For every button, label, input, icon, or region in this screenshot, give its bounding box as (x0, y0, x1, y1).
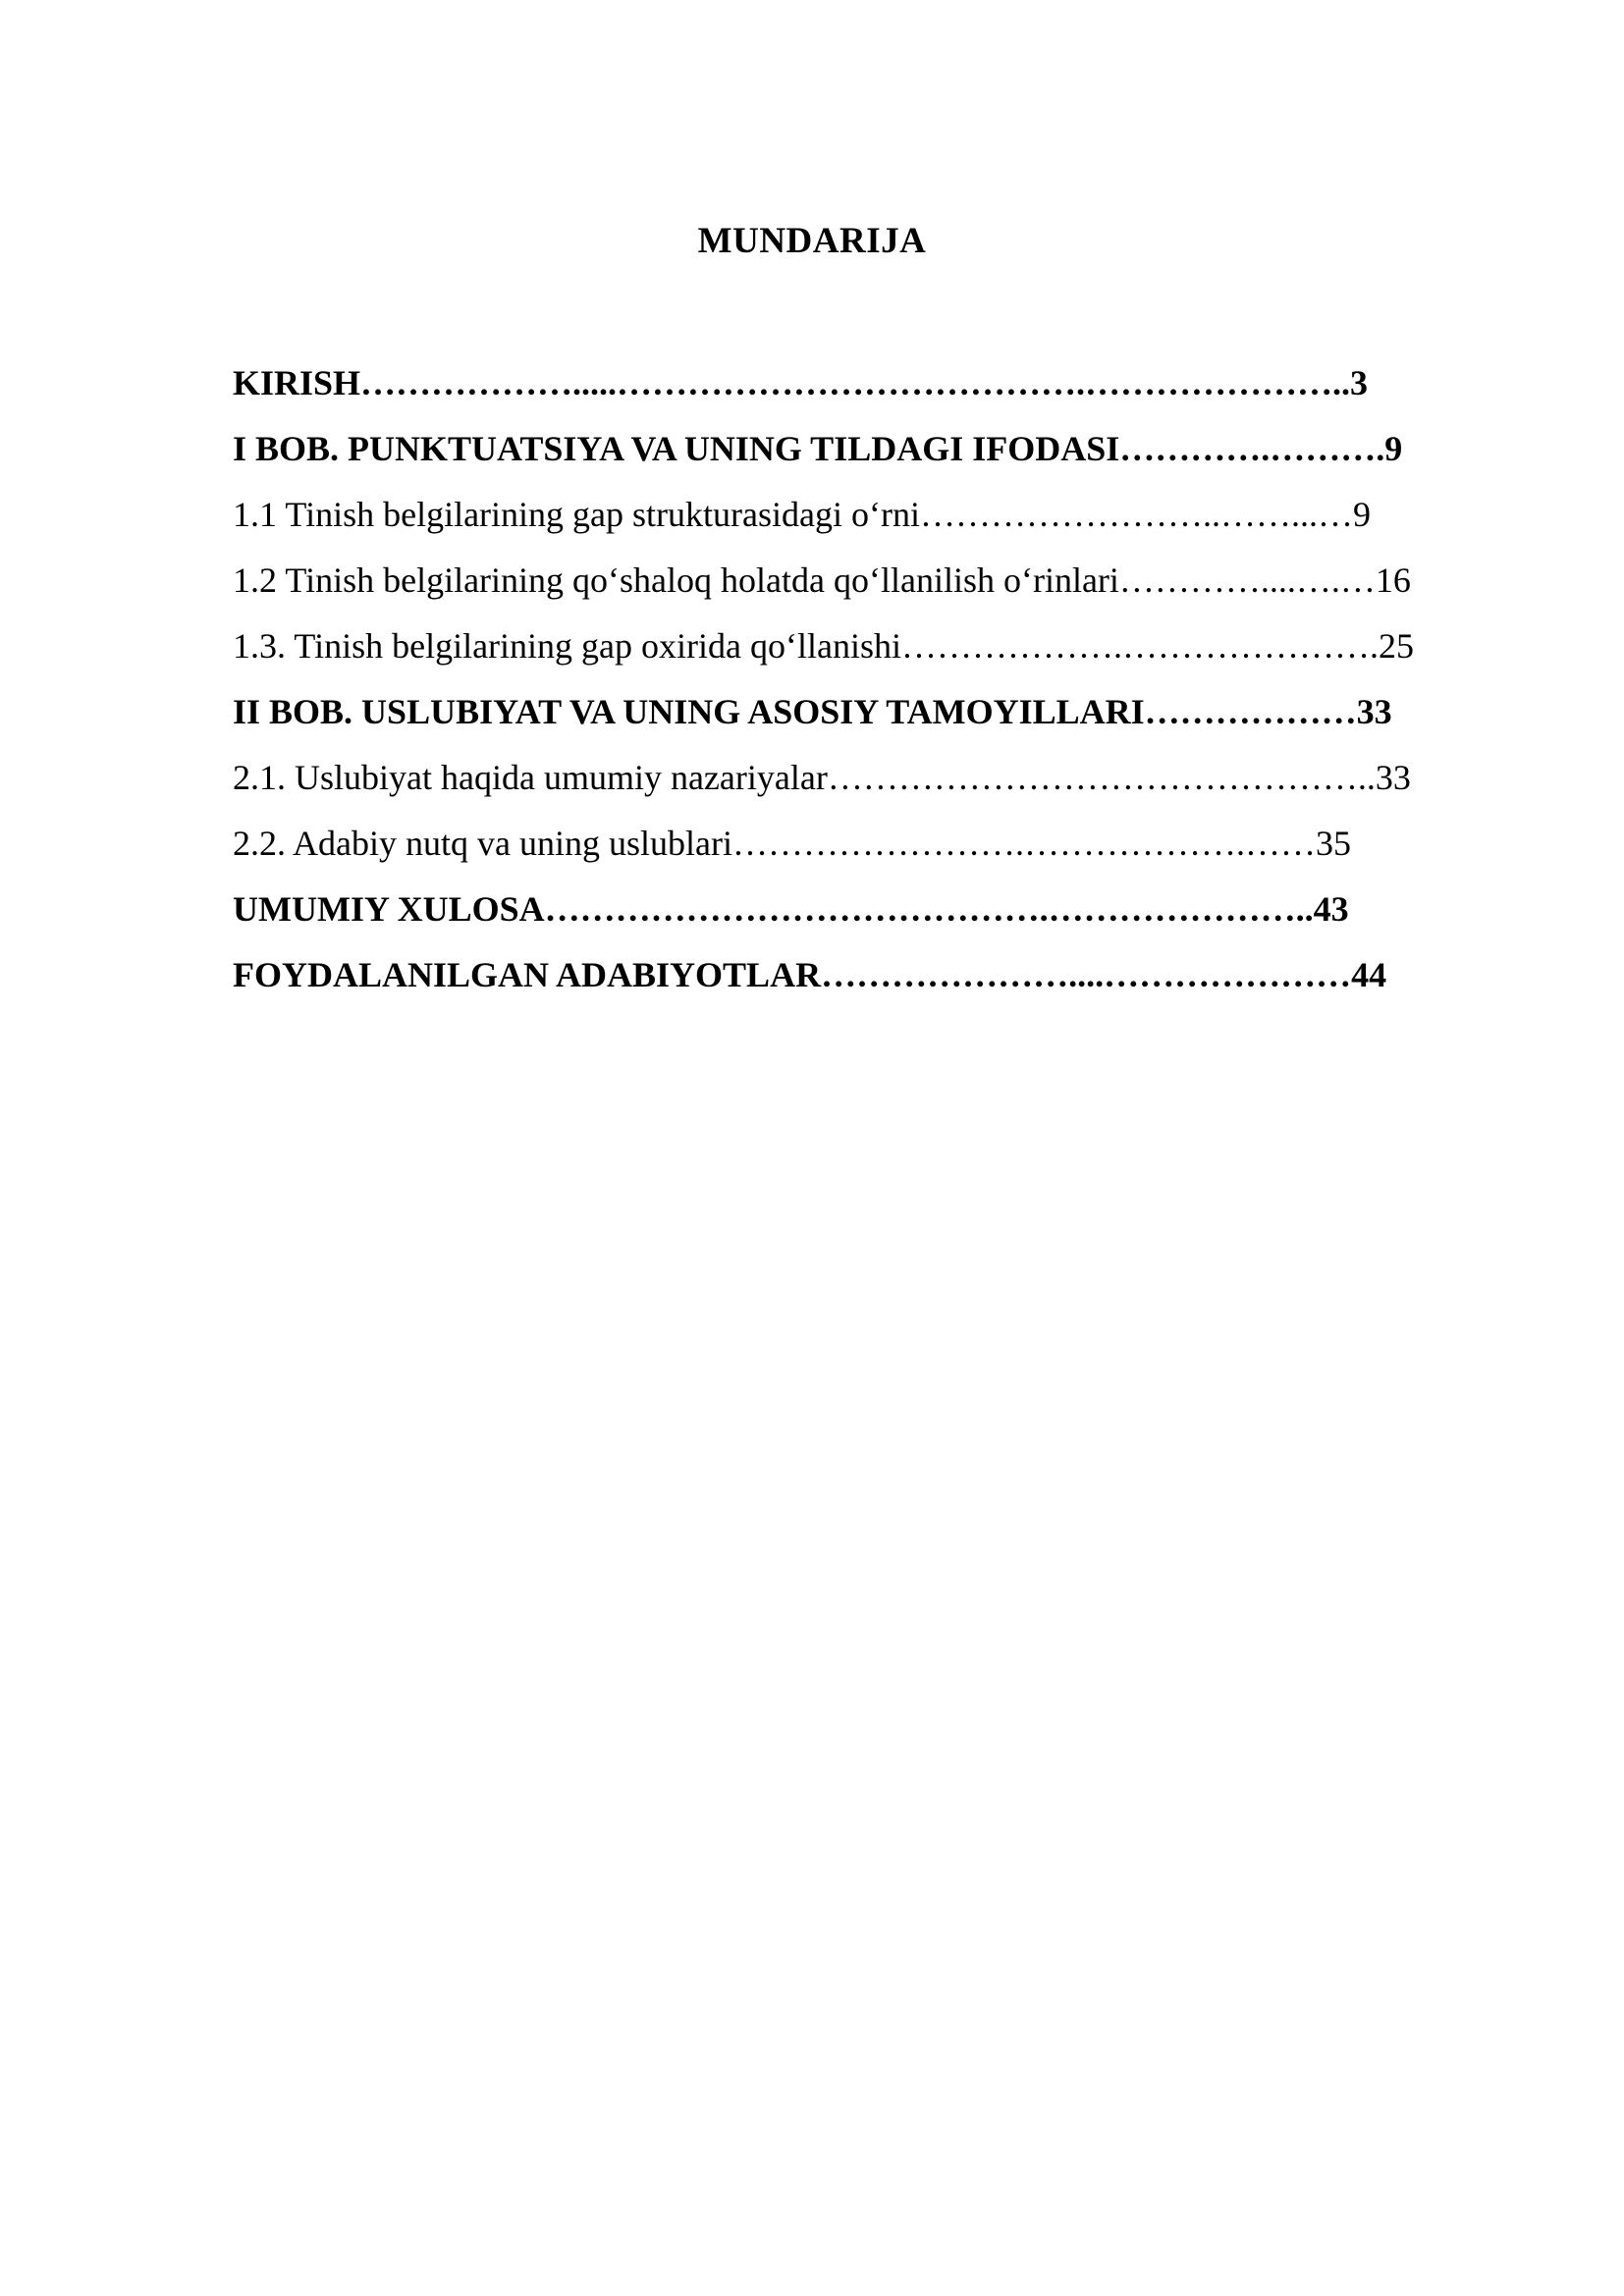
toc-entry-kirish: KIRISH……………….....………………………………….…………………..3 (233, 363, 1369, 402)
toc-entry-references: FOYDALANILGAN ADABIYOTLAR…………………....…………………44 (233, 955, 1387, 994)
page-title: MUNDARIJA (697, 221, 927, 261)
toc-entry-section-2-2: 2.2. Adabiy nutq va uning uslublari…………………….……………….……35 (233, 824, 1351, 863)
toc-entry-section-1-1: 1.1 Tinish belgilarining gap strukturasidagi o‘rni……………………..……...…9 (233, 495, 1371, 534)
toc-entry-section-1-2: 1.2 Tinish belgilarining qo‘shaloq holatda qo‘llanilish o‘rinlari…………....….…16 (233, 561, 1411, 600)
toc-entry-section-1-3: 1.3. Tinish belgilarining gap oxirida qo‘llanishi……………….………………….25 (233, 626, 1414, 666)
toc-entry-chapter-1: I BOB. PUNKTUATSIYA VA UNING TILDAGI IFODASI………….……….9 (233, 429, 1403, 468)
toc-entry-conclusion: UMUMIY XULOSA…………………………………….…………………..43 (233, 889, 1349, 929)
toc-entry-chapter-2: II BOB. USLUBIYAT VA UNING ASOSIY TAMOYILLARI………………33 (233, 692, 1392, 731)
table-of-contents (233, 350, 1509, 1008)
toc-entry-section-2-1: 2.1. Uslubiyat haqida umumiy nazariyalar………………………………………..33 (233, 758, 1411, 797)
